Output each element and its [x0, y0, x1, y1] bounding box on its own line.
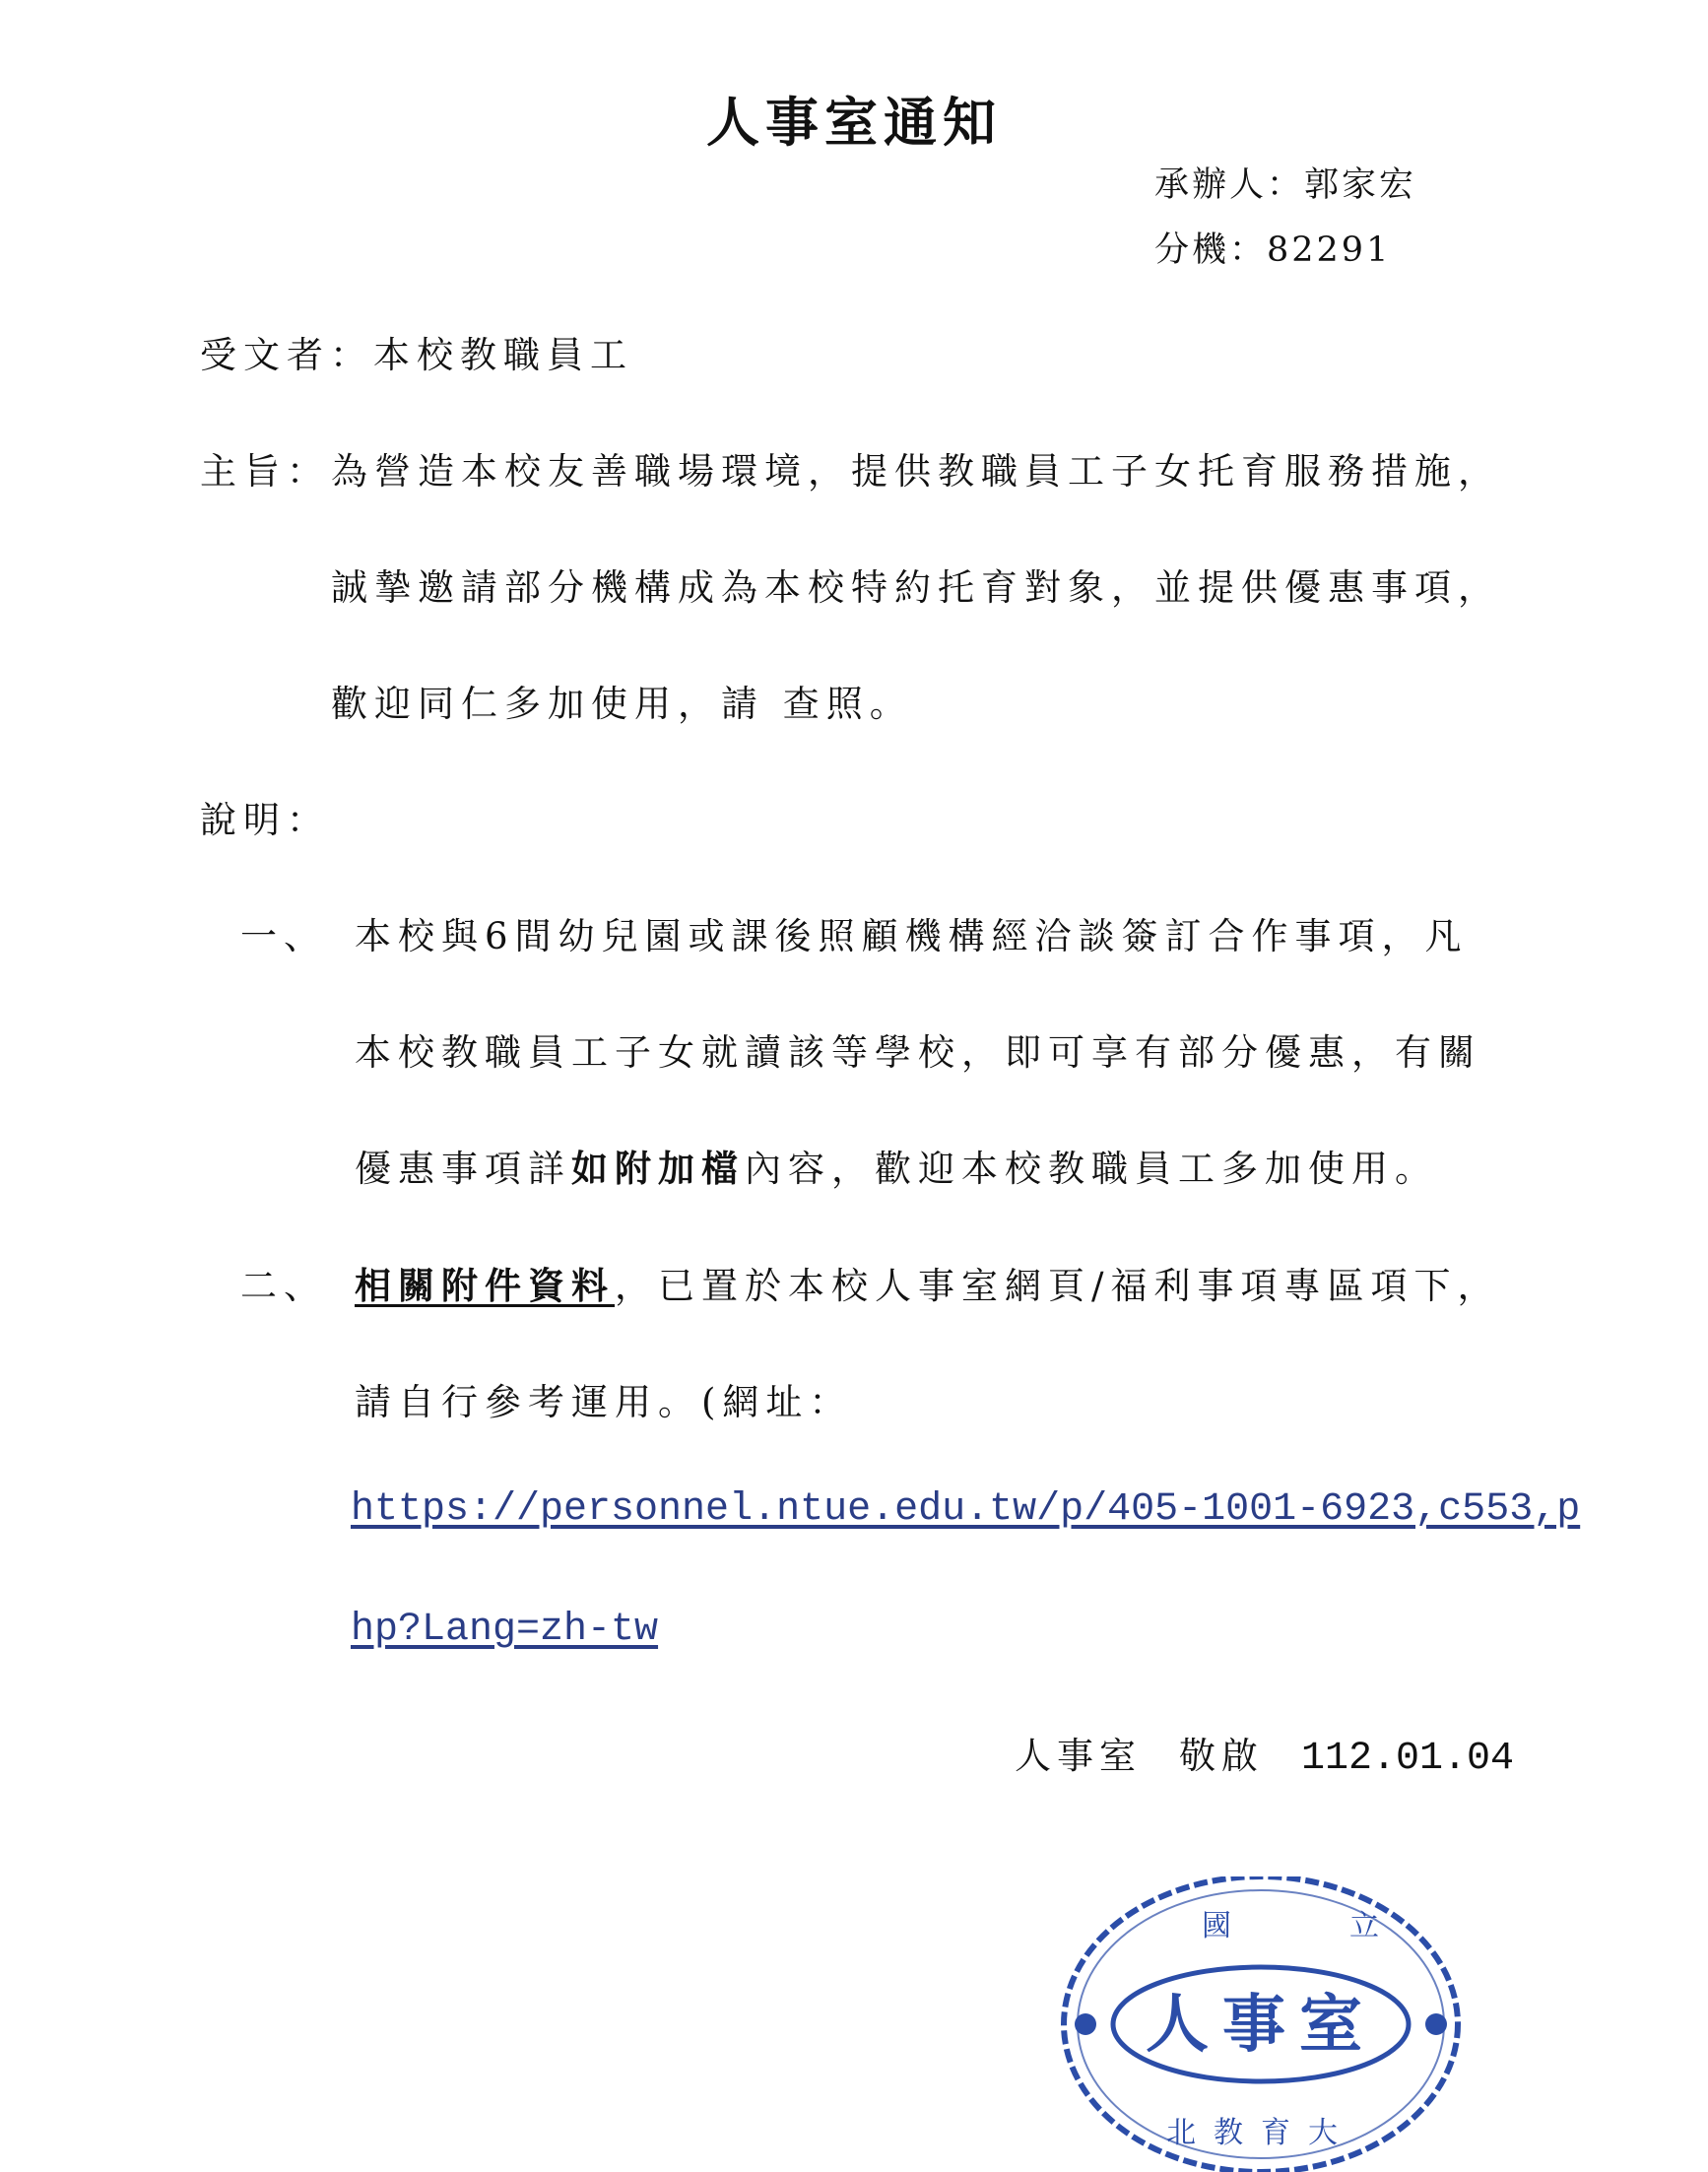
- subject-label: 主旨：: [200, 450, 330, 493]
- signature-respect: 敬啟: [1179, 1735, 1264, 1777]
- signature-line: [1015, 1726, 1514, 1781]
- explanation-label: 說明：: [200, 799, 330, 841]
- item-1-line-3-post: 內容，歡迎本校教職員工多加使用。: [745, 1148, 1438, 1190]
- item-1-number: 一、: [240, 915, 327, 957]
- signature-office: 人事室: [1015, 1735, 1142, 1777]
- subject-line-2: 誠摯邀請部分機構成為本校特約托育對象，並提供優惠事項，: [331, 566, 1501, 609]
- handler-name: 承辦人：郭家宏: [1154, 165, 1417, 205]
- seal-top-text-left: 國: [1202, 1909, 1231, 1943]
- item-2-number: 二、: [240, 1265, 327, 1307]
- seal-center-text: 人事室: [1146, 1988, 1376, 2062]
- official-seal-stamp: [1054, 1876, 1468, 2172]
- item-1-line-3-pre: 優惠事項詳: [355, 1148, 571, 1190]
- notice-title: 人事室通知: [706, 91, 1002, 154]
- item-2-line-2: 請自行參考運用。(網址：: [355, 1381, 853, 1423]
- seal-top-text-right: 立: [1349, 1909, 1379, 1943]
- item-1-line-2: 本校教職員工子女就讀該等學校，即可享有部分優惠，有關: [355, 1031, 1481, 1074]
- related-attachments-link: 相關附件資料: [355, 1264, 615, 1307]
- seal-bottom-text: 北教育大: [1166, 2116, 1355, 2150]
- url-link-line-1[interactable]: https://personnel.ntue.edu.tw/p/405-1001-6923,c553,p: [351, 1487, 1581, 1532]
- signature-date: 112.01.04: [1301, 1737, 1515, 1781]
- phone-extension: 分機：82291: [1154, 230, 1392, 270]
- subject-line-1: 為營造本校友善職場環境，提供教職員工子女托育服務措施，: [331, 450, 1501, 493]
- recipient-line: 受文者：本校教職員工: [200, 334, 633, 376]
- item-1-line-3: [355, 1139, 1438, 1192]
- attachment-reference: 如附加檔: [571, 1147, 745, 1190]
- item-1-line-1: 本校與6間幼兒園或課後照顧機構經洽談簽訂合作事項，凡: [355, 915, 1469, 957]
- item-2-line-1: [355, 1256, 1500, 1309]
- item-2-line-1-rest: ，已置於本校人事室網頁/福利事項專區項下，: [615, 1265, 1501, 1307]
- subject-line-3: 歡迎同仁多加使用，請 查照。: [331, 683, 913, 725]
- url-link-line-2[interactable]: hp?Lang=zh-tw: [351, 1608, 659, 1652]
